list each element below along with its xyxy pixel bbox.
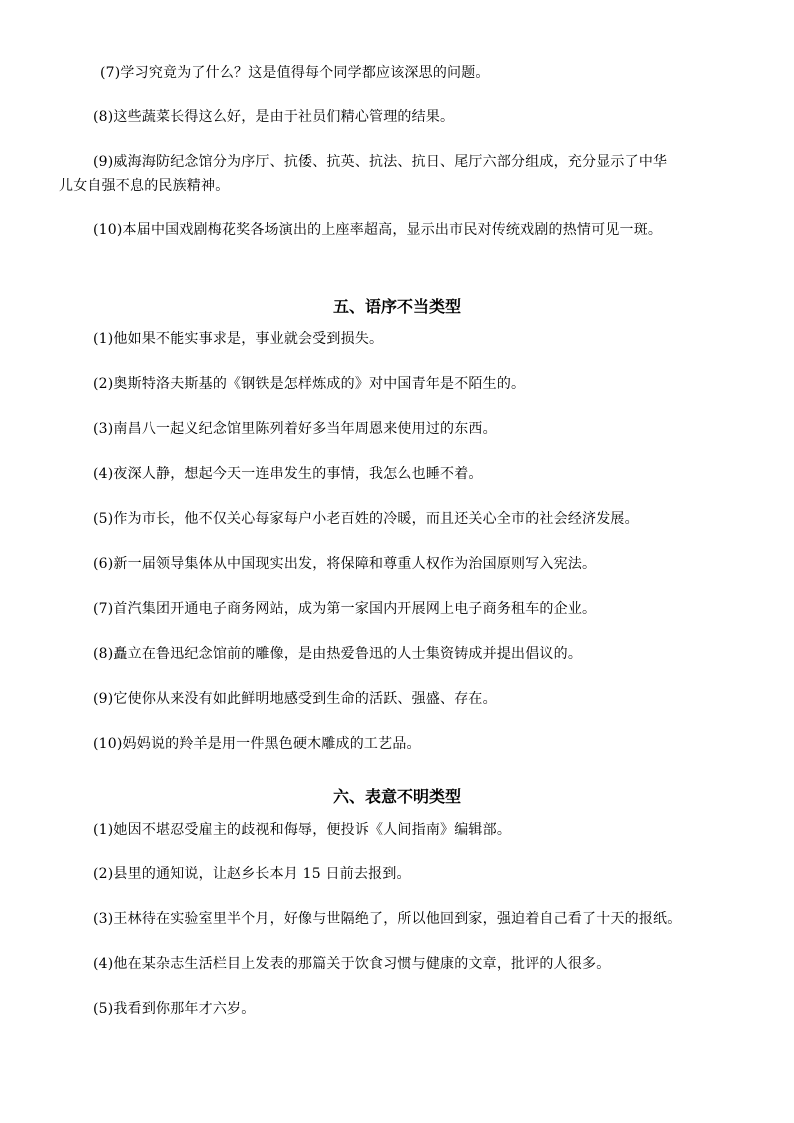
sentence-5-1: (1)他如果不能实事求是，事业就会受到损失。 (93, 331, 384, 347)
section-5-heading: 五、语序不当类型 (332, 297, 461, 316)
sentence-4-7: (7)学习究竟为了什么？这是值得每个同学都应该深思的问题。 (100, 65, 490, 81)
sentence-4-9-line1: (9)威海海防纪念馆分为序厅、抗倭、抗英、抗法、抗日、尾厅六部分组成，充分显示了中华 (93, 154, 668, 170)
sentence-5-3: (3)南昌八一起义纪念馆里陈列着好多当年周恩来使用过的东西。 (93, 421, 497, 437)
sentence-4-10: (10)本届中国戏剧梅花奖各场演出的上座率超高，显示出市民对传统戏剧的热情可见一斑。 (93, 222, 663, 238)
sentence-5-5: (5)作为市长，他不仅关心每家每户小老百姓的冷暖，而且还关心全市的社会经济发展。 (93, 511, 639, 527)
sentence-6-1: (1)她因不堪忍受雇主的歧视和侮辱，便投诉《人间指南》编辑部。 (93, 822, 512, 838)
sentence-5-8: (8)矗立在鲁迅纪念馆前的雕像，是由热爱鲁迅的人士集资铸成并提出倡议的。 (93, 646, 583, 662)
sentence-4-8: (8)这些蔬菜长得这么好，是由于社员们精心管理的结果。 (93, 109, 455, 125)
sentence-5-10: (10)妈妈说的羚羊是用一件黑色硬木雕成的工艺品。 (93, 736, 421, 752)
sentence-5-9: (9)它使你从来没有如此鲜明地感受到生命的活跃、强盛、存在。 (93, 691, 497, 707)
sentence-5-6: (6)新一届领导集体从中国现实出发，将保障和尊重人权作为治国原则写入宪法。 (93, 556, 597, 572)
sentence-6-4: (4)他在某杂志生活栏目上发表的那篇关于饮食习惯与健康的文章，批评的人很多。 (93, 956, 611, 972)
sentence-5-7: (7)首汽集团开通电子商务网站，成为第一家国内开展网上电子商务租车的企业。 (93, 601, 597, 617)
section-6-heading: 六、表意不明类型 (332, 787, 461, 806)
sentence-6-2: (2)县里的通知说，让赵乡长本月 15 日前去报到。 (93, 866, 411, 882)
sentence-6-3: (3)王林待在实验室里半个月，好像与世隔绝了，所以他回到家，强迫着自己看了十天的报纸。 (93, 911, 682, 927)
sentence-4-9-line2: 儿女自强不息的民族精神。 (59, 178, 230, 194)
sentence-5-2: (2)奥斯特洛夫斯基的《钢铁是怎样炼成的》对中国青年是不陌生的。 (93, 376, 526, 392)
sentence-6-5: (5)我看到你那年才六岁。 (93, 1001, 256, 1017)
sentence-5-4: (4)夜深人静，想起今天一连串发生的事情，我怎么也睡不着。 (93, 466, 483, 482)
